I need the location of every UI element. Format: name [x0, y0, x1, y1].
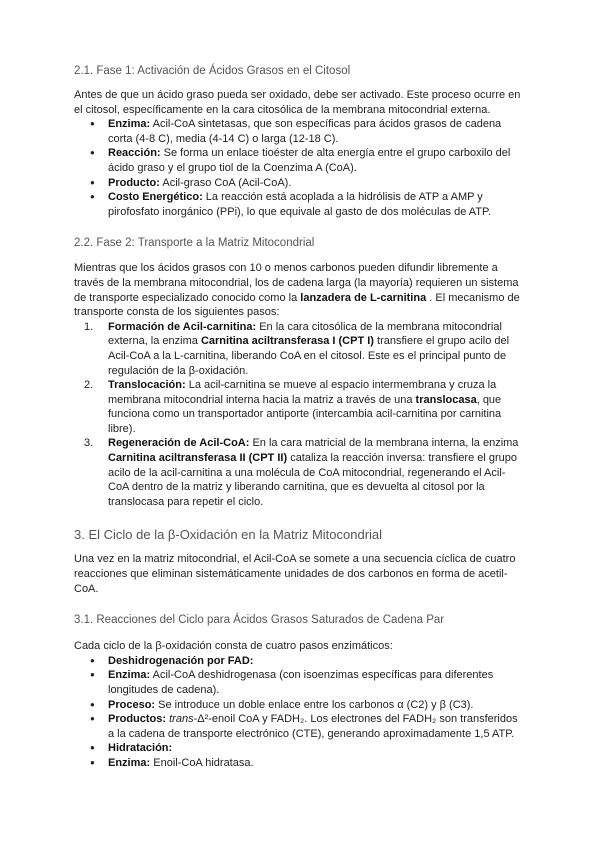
bullet-list-2-1 — [74, 117, 526, 219]
item-term: Productos: — [108, 713, 167, 726]
item-term: Enzima: — [108, 118, 151, 131]
item-term: Hidratación: — [108, 742, 173, 755]
list-item — [74, 190, 526, 219]
item-italic: trans — [169, 713, 194, 726]
intro-text-a: Mientras que los ácidos grasos con 10 o menos carbonos pueden difundir libremente a través de la membrana mitocondrial, los de cadena larga (la mayoría) requieren un sistema de transporte especializado conocido como la — [74, 262, 519, 304]
step-number: 2. — [84, 379, 94, 392]
list-item — [74, 654, 526, 669]
paragraph-2-2-intro — [74, 261, 526, 319]
section-heading-3: 3. El Ciclo de la β-Oxidación en la Matriz Mitocondrial — [74, 527, 383, 543]
list-item — [74, 320, 526, 378]
list-item — [74, 698, 526, 713]
step-bold: translocasa — [415, 393, 477, 406]
list-item — [74, 668, 526, 697]
item-term: Enzima: — [108, 756, 151, 769]
step-text-a: En la cara matricial de la membrana interna, la enzima — [252, 437, 519, 450]
list-item — [74, 756, 526, 771]
paragraph-2-1-intro: Antes de que un ácido graso pueda ser oxidado, debe ser activado. Este proceso ocurre en el citosol, específicamente en la cara citosólica de la membrana mitocondrial externa. — [74, 89, 521, 116]
item-text: Acil-graso CoA (Acil-CoA). — [162, 176, 292, 189]
list-item — [74, 176, 526, 191]
intro-text-b: . El mecanismo de transporte consta de los siguientes pasos: — [74, 291, 520, 319]
paragraph-3-1-intro: Cada ciclo de la β-oxidación consta de cuatro pasos enzimáticos: — [74, 640, 393, 653]
item-term: Proceso: — [108, 698, 156, 711]
section-heading-2-2: 2.2. Fase 2: Transporte a la Matriz Mitocondrial — [74, 237, 315, 250]
item-term: Producto: — [108, 176, 160, 189]
step-text-a: En la cara citosólica de la membrana mitocondrial externa, la enzima — [108, 320, 502, 348]
step-number: 3. — [84, 437, 94, 450]
document-page — [74, 64, 526, 771]
item-term: Deshidrogenación por FAD: — [108, 654, 254, 667]
step-bold: Carnitina aciltransferasa I (CPT I) — [200, 335, 374, 348]
step-text-b: transfiere el grupo acilo del Acil-CoA a la L-carnitina, liberando CoA en el citosol. Este es el principal punto de regulación de la β-oxidación. — [108, 335, 510, 377]
list-item — [74, 378, 526, 436]
section-heading-3-1: 3.1. Reacciones del Ciclo para Ácidos Grasos Saturados de Cadena Par — [74, 614, 445, 627]
item-text: Se introduce un doble enlace entre los carbonos α (C2) y β (C3). — [158, 698, 474, 711]
step-term: Translocación: — [108, 379, 186, 392]
numbered-list-2-2 — [74, 320, 526, 510]
item-text: La reacción está acoplada a la hidrólisis de ATP a AMP y pirofosfato inorgánico (PPi), lo que equivale al gasto de dos moléculas de ATP. — [108, 191, 491, 218]
list-item — [74, 117, 526, 146]
item-term: Enzima: — [108, 669, 151, 682]
step-term: Regeneración de Acil-CoA: — [108, 437, 250, 450]
item-term: Costo Energético: — [108, 191, 203, 204]
item-text: Acil-CoA deshidrogenasa (con isoenzimas específicas para diferentes longitudes de cadena). — [108, 669, 494, 696]
step-bold: Carnitina aciltransferasa II (CPT II) — [108, 452, 288, 465]
step-text-a: La acil-carnitina se mueve al espacio intermembrana y cruza la membrana mitocondrial interna hacia la matriz a través de una — [108, 379, 497, 406]
item-text: Acil-CoA sintetasas, que son específicas para ácidos grasos de cadena corta (4-8 C), media (4-14 C) o larga (12-18 C). — [108, 118, 502, 145]
list-item — [74, 146, 526, 175]
item-term: Reacción: — [108, 147, 161, 160]
step-number: 1. — [84, 320, 94, 333]
step-term: Formación de Acil-carnitina: — [108, 320, 257, 333]
list-item — [74, 741, 526, 756]
list-item — [74, 436, 526, 509]
paragraph-3-intro: Una vez en la matriz mitocondrial, el Acil-CoA se somete a una secuencia cíclica de cuatro reacciones que eliminan sistemáticamente unidades de dos carbonos en forma de acetil-CoA. — [74, 553, 516, 595]
item-text: -Δ²-enoil CoA y FADH₂. Los electrones del FADH₂ son transferidos a la cadena de transporte electrónico (CTE), generando aproximadamente 1,5 ATP. — [108, 713, 518, 740]
bullet-list-3-1 — [74, 654, 526, 771]
list-item — [74, 712, 526, 741]
section-heading-2-1: 2.1. Fase 1: Activación de Ácidos Grasos en el Citosol — [74, 65, 351, 77]
step-text-b: , que funciona como un transportador antiporte (intercambia acil-carnitina por carnitina libre). — [108, 393, 502, 435]
item-text: Se forma un enlace tioéster de alta energía entre el grupo carboxilo del ácido graso y el grupo tiol de la Coenzima A (CoA). — [108, 147, 511, 174]
intro-bold: lanzadera de L-carnitina — [300, 291, 427, 304]
step-text-b: cataliza la reacción inversa: transfiere el grupo acilo de la acil-carnitina a una molécula de CoA mitocondrial, regenerando el Acil-CoA dentro de la matriz y liberando carnitina, que es devuelta al citosol por la translocasa para repetir el ciclo. — [108, 452, 518, 508]
item-text: Enoil-CoA hidratasa. — [153, 756, 254, 769]
